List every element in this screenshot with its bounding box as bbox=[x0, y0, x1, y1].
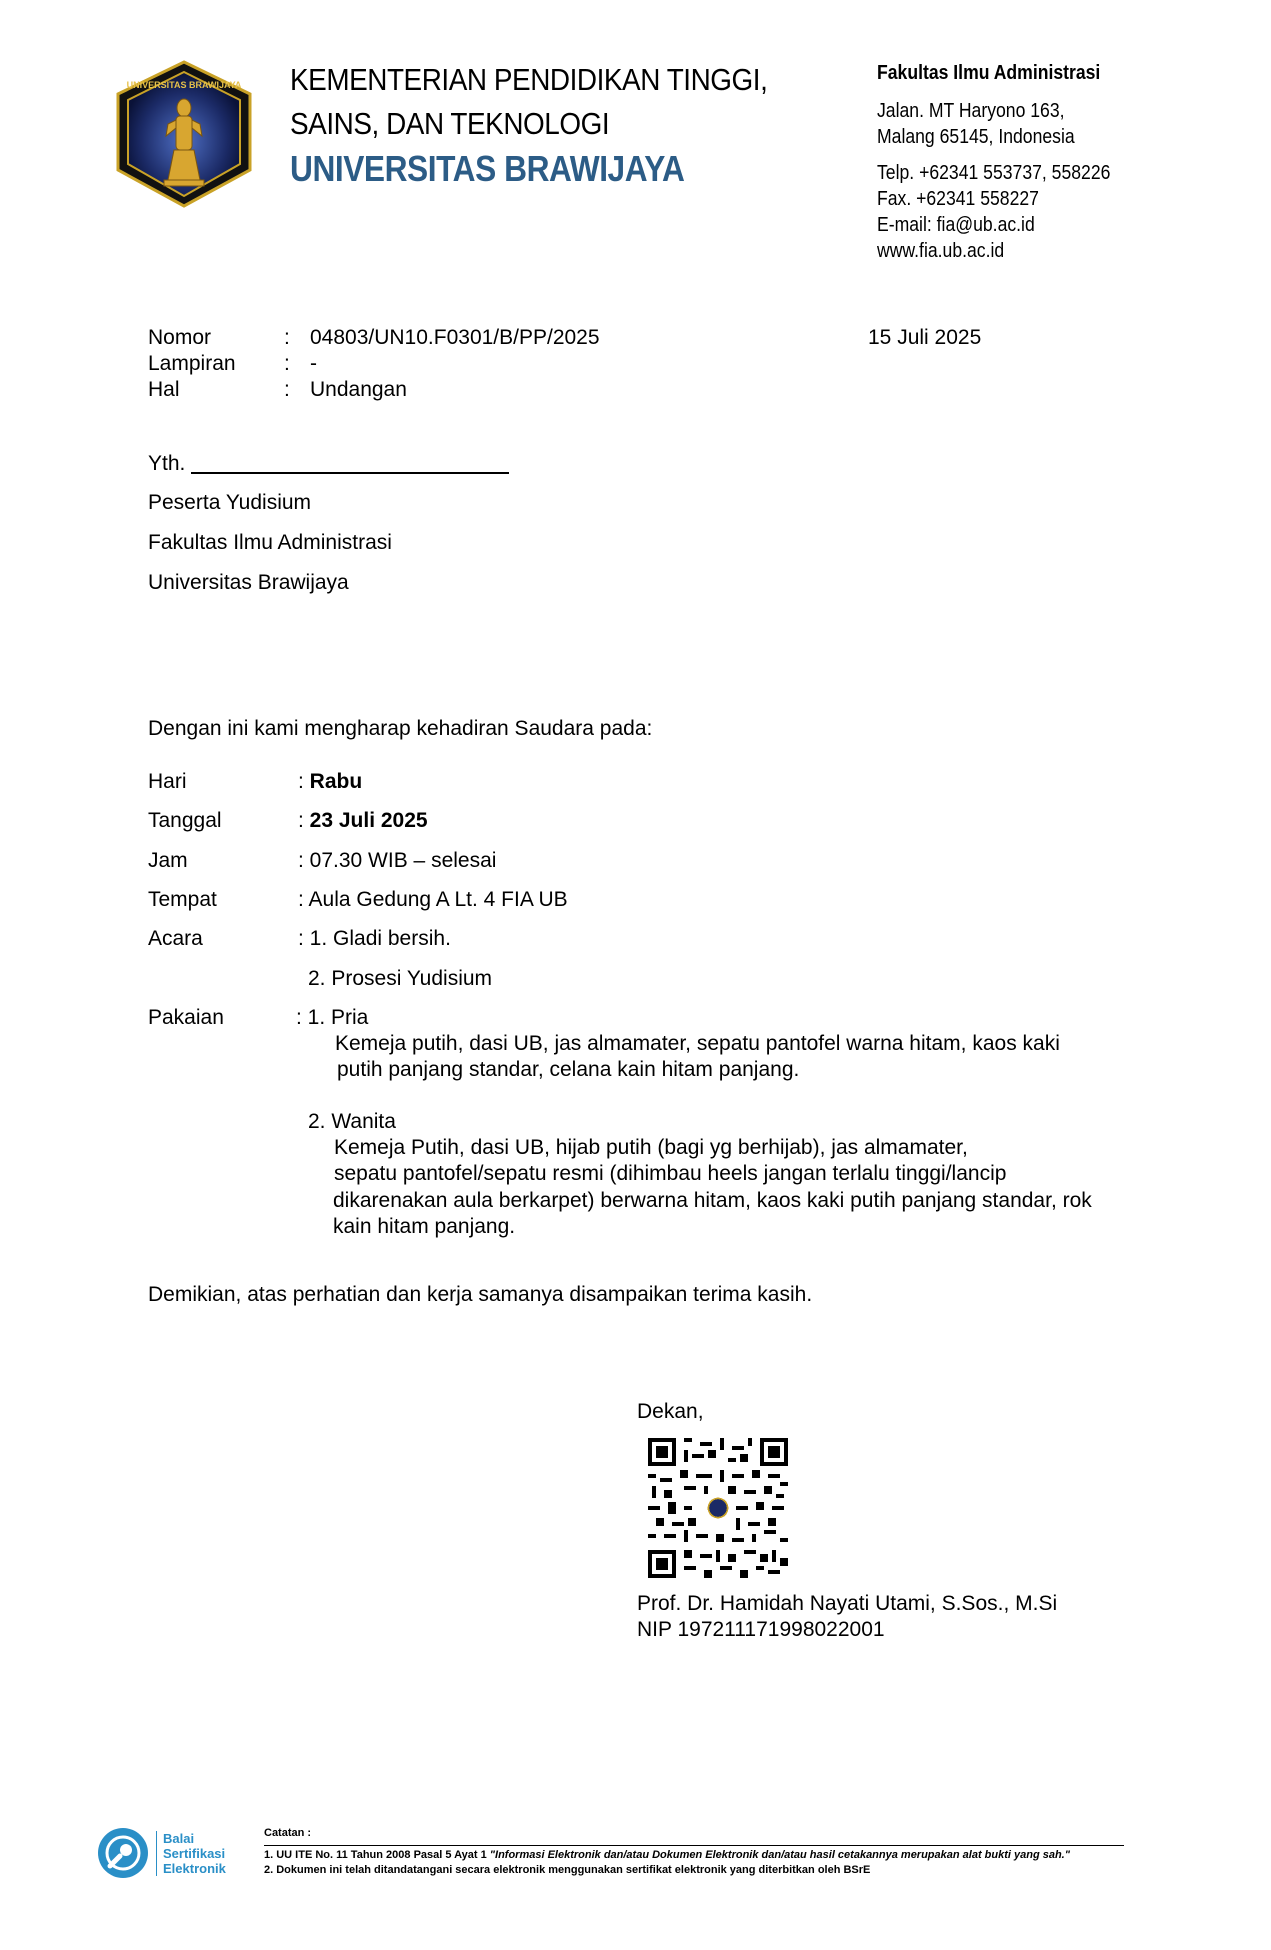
website: www.fia.ub.ac.id bbox=[877, 240, 1005, 262]
jam-label: Jam bbox=[148, 849, 188, 872]
svg-text:UNIVERSITAS BRAWIJAYA: UNIVERSITAS BRAWIJAYA bbox=[126, 80, 242, 90]
tanggal-value: : 23 Juli 2025 bbox=[298, 809, 428, 832]
bsre-logo bbox=[96, 1826, 226, 1880]
signature-title: Dekan, bbox=[637, 1400, 704, 1423]
bsre-line-3: Elektronik bbox=[163, 1860, 226, 1876]
hal-colon: : bbox=[284, 378, 290, 401]
pakaian-label: Pakaian bbox=[148, 1006, 224, 1029]
yth-label: Yth. bbox=[148, 452, 192, 475]
letter-date: 15 Juli 2025 bbox=[868, 326, 982, 349]
nomor-colon: : bbox=[284, 326, 290, 349]
qr-code-signature bbox=[648, 1438, 788, 1578]
note-2: 2. Dokumen ini telah ditandatangani secara elektronik menggunakan sertifikat elektronik yang diterbitkan oleh BSrE bbox=[264, 1864, 871, 1876]
hari-value: : Rabu bbox=[298, 770, 363, 793]
tanggal-bold: 23 Juli 2025 bbox=[309, 809, 428, 832]
bsre-line-2: Sertifikasi bbox=[163, 1845, 226, 1861]
footer-notes bbox=[264, 1826, 1124, 1878]
closing-sentence: Demikian, atas perhatian dan kerja samanya disampaikan terima kasih. bbox=[148, 1283, 813, 1306]
hal-value: Undangan bbox=[310, 378, 407, 401]
note-1-quote: "Informasi Elektronik dan/atau Dokumen Elektronik dan/atau hasil cetakannya merupakan alat bukti yang sah." bbox=[489, 1849, 1070, 1861]
wanita-line-4: kain hitam panjang. bbox=[333, 1215, 516, 1238]
recipient-line-2: Fakultas Ilmu Administrasi bbox=[148, 531, 392, 554]
email: E-mail: fia@ub.ac.id bbox=[877, 214, 1035, 236]
wanita-title: 2. Wanita bbox=[308, 1110, 396, 1133]
note-1-prefix: 1. UU ITE No. 11 Tahun 2008 Pasal 5 Ayat 1 bbox=[264, 1849, 490, 1861]
tempat-value: : Aula Gedung A Lt. 4 FIA UB bbox=[298, 888, 568, 911]
lampiran-colon: : bbox=[284, 352, 290, 375]
notes-title: Catatan : bbox=[264, 1827, 312, 1839]
opening-sentence: Dengan ini kami mengharap kehadiran Saudara pada: bbox=[148, 717, 653, 740]
recipient-line-1: Peserta Yudisium bbox=[148, 491, 312, 514]
bsre-line-1: Balai bbox=[163, 1830, 195, 1846]
tempat-label: Tempat bbox=[148, 888, 217, 911]
lampiran-value: - bbox=[310, 352, 317, 375]
recipient-line-3: Universitas Brawijaya bbox=[148, 571, 349, 594]
nomor-label: Nomor bbox=[148, 326, 212, 349]
fax: Fax. +62341 558227 bbox=[877, 188, 1039, 210]
nomor-value: 04803/UN10.F0301/B/PP/2025 bbox=[310, 326, 600, 349]
tanggal-label: Tanggal bbox=[148, 809, 222, 832]
wanita-line-3: dikarenakan aula berkarpet) berwarna hitam, kaos kaki putih panjang standar, rok bbox=[333, 1189, 1092, 1212]
signatory-nip: NIP 197211171998022001 bbox=[637, 1618, 885, 1641]
university-logo bbox=[108, 58, 260, 210]
acara-item-1: : 1. Gladi bersih. bbox=[298, 927, 451, 950]
wanita-line-2: sepatu pantofel/sepatu resmi (dihimbau heels jangan terlalu tinggi/lancip bbox=[334, 1162, 1007, 1185]
acara-label: Acara bbox=[148, 927, 203, 950]
pria-line-1: Kemeja putih, dasi UB, jas almamater, sepatu pantofel warna hitam, kaos kaki bbox=[335, 1032, 1060, 1055]
hal-label: Hal bbox=[148, 378, 180, 401]
pria-title: : 1. Pria bbox=[296, 1006, 369, 1029]
note-1 bbox=[264, 1848, 1124, 1863]
faculty-name: Fakultas Ilmu Administrasi bbox=[877, 62, 1101, 84]
hari-label: Hari bbox=[148, 770, 187, 793]
address-line-1: Jalan. MT Haryono 163, bbox=[877, 100, 1065, 122]
pria-line-2: putih panjang standar, celana kain hitam panjang. bbox=[337, 1058, 800, 1081]
recipient-salutation bbox=[148, 452, 509, 476]
jam-value: : 07.30 WIB – selesai bbox=[298, 849, 497, 872]
wanita-line-1: Kemeja Putih, dasi UB, hijab putih (bagi yg berhijab), jas almamater, bbox=[334, 1136, 968, 1159]
signatory-name: Prof. Dr. Hamidah Nayati Utami, S.Sos., M.Si bbox=[637, 1592, 1058, 1615]
acara-item-2: 2. Prosesi Yudisium bbox=[308, 967, 493, 990]
address-line-2: Malang 65145, Indonesia bbox=[877, 126, 1075, 148]
bsre-emblem-icon bbox=[96, 1826, 150, 1880]
university-name: UNIVERSITAS BRAWIJAYA bbox=[290, 148, 685, 189]
ministry-line-2: SAINS, DAN TEKNOLOGI bbox=[290, 106, 610, 141]
ministry-line-1: KEMENTERIAN PENDIDIKAN TINGGI, bbox=[290, 62, 768, 97]
hari-bold: Rabu bbox=[309, 770, 363, 793]
phone: Telp. +62341 553737, 558226 bbox=[877, 162, 1111, 184]
faculty-contact bbox=[877, 60, 1110, 264]
notes-divider bbox=[264, 1845, 1124, 1846]
ministry-name bbox=[290, 58, 767, 146]
recipient-blank-line bbox=[191, 472, 509, 474]
lampiran-label: Lampiran bbox=[148, 352, 236, 375]
